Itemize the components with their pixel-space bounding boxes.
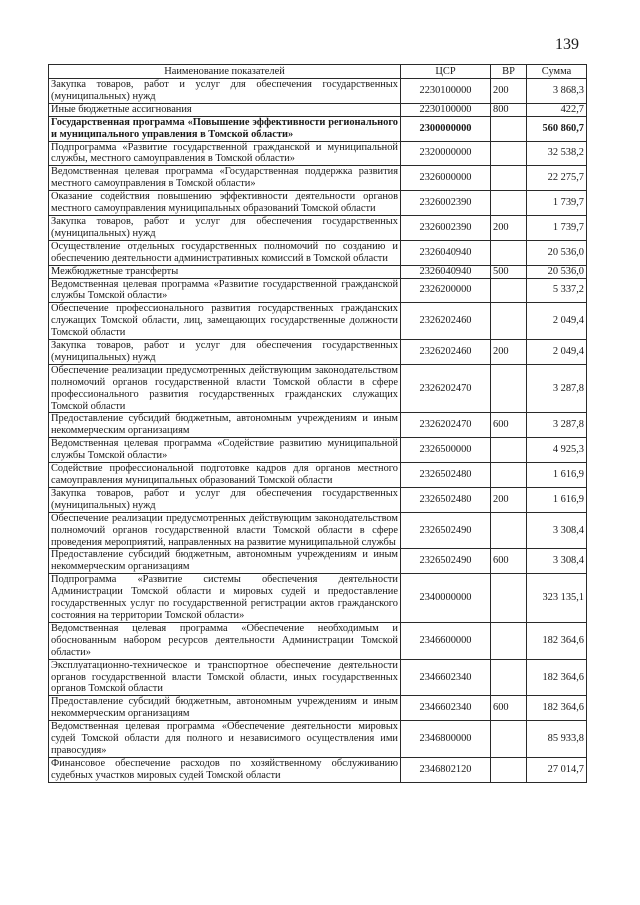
cell-name: Иные бюджетные ассигнования [49, 103, 401, 116]
column-header-vr: ВР [491, 65, 527, 79]
cell-name: Ведомственная целевая программа «Обеспечение деятельности мировых судей Томской области для полного и независимого осуществления ими правосудия» [49, 721, 401, 758]
cell-code: 2326500000 [401, 438, 491, 463]
cell-vr: 200 [491, 340, 527, 365]
cell-name: Ведомственная целевая программа «Содействие развитию муниципальной службы Томской области» [49, 438, 401, 463]
cell-name: Оказание содействия повышению эффективности деятельности органов местного самоуправления муниципальных образований Томской области [49, 191, 401, 216]
cell-code: 2230100000 [401, 103, 491, 116]
table-row [49, 622, 587, 659]
column-header-code: ЦСР [401, 65, 491, 79]
cell-name: Ведомственная целевая программа «Развитие государственной гражданской службы Томской области» [49, 278, 401, 303]
table-row [49, 512, 587, 549]
table-row [49, 487, 587, 512]
table-body [49, 79, 587, 783]
cell-sum: 85 933,8 [527, 721, 587, 758]
table-row [49, 413, 587, 438]
column-header-name: Наименование показателей [49, 65, 401, 79]
cell-name: Ведомственная целевая программа «Обеспечение необходимым и обоснованным набором ресурсов деятельности Администрации Томской области» [49, 622, 401, 659]
cell-name: Эксплуатационно-техническое и транспортное обеспечение деятельности органов государственной власти Томской области, иных государственных органов Томской области [49, 659, 401, 696]
table-row [49, 549, 587, 574]
table-row [49, 141, 587, 166]
cell-name: Закупка товаров, работ и услуг для обеспечения государственных (муниципальных) нужд [49, 79, 401, 104]
table-row [49, 574, 587, 623]
cell-vr: 600 [491, 413, 527, 438]
cell-name: Содействие профессиональной подготовке кадров для органов местного самоуправления муниципальных образований Томской области [49, 463, 401, 488]
cell-sum: 182 364,6 [527, 696, 587, 721]
table-row [49, 340, 587, 365]
page-number: 139 [555, 36, 579, 53]
cell-sum: 3 308,4 [527, 549, 587, 574]
cell-code: 2326202460 [401, 303, 491, 340]
cell-sum: 3 308,4 [527, 512, 587, 549]
cell-code: 2326200000 [401, 278, 491, 303]
cell-vr [491, 240, 527, 265]
cell-sum: 20 536,0 [527, 240, 587, 265]
cell-sum: 560 860,7 [527, 116, 587, 141]
cell-name: Обеспечение профессионального развития государственных гражданских служащих Томской области, лиц, замещающих государственные должности Томской области [49, 303, 401, 340]
cell-vr [491, 757, 527, 782]
cell-vr [491, 622, 527, 659]
cell-vr [491, 463, 527, 488]
cell-code: 2326002390 [401, 215, 491, 240]
cell-code: 2326502490 [401, 549, 491, 574]
cell-code: 2326040940 [401, 265, 491, 278]
table-row [49, 303, 587, 340]
cell-vr [491, 191, 527, 216]
cell-sum: 2 049,4 [527, 303, 587, 340]
cell-code: 2340000000 [401, 574, 491, 623]
cell-code: 2346802120 [401, 757, 491, 782]
table-row [49, 166, 587, 191]
cell-code: 2346800000 [401, 721, 491, 758]
cell-sum: 182 364,6 [527, 659, 587, 696]
cell-code: 2346600000 [401, 622, 491, 659]
cell-name: Предоставление субсидий бюджетным, автономным учреждениям и иным некоммерческим организациям [49, 549, 401, 574]
cell-vr [491, 512, 527, 549]
table-row [49, 191, 587, 216]
cell-code: 2326040940 [401, 240, 491, 265]
cell-sum: 3 287,8 [527, 364, 587, 413]
cell-code: 2346602340 [401, 659, 491, 696]
table-row [49, 240, 587, 265]
cell-sum: 3 287,8 [527, 413, 587, 438]
table-row [49, 463, 587, 488]
cell-code: 2230100000 [401, 79, 491, 104]
cell-code: 2326502490 [401, 512, 491, 549]
table-row [49, 278, 587, 303]
cell-sum: 5 337,2 [527, 278, 587, 303]
cell-name: Предоставление субсидий бюджетным, автономным учреждениям и иным некоммерческим организациям [49, 696, 401, 721]
cell-vr [491, 278, 527, 303]
cell-vr [491, 438, 527, 463]
cell-sum: 22 275,7 [527, 166, 587, 191]
table-row [49, 757, 587, 782]
cell-sum: 4 925,3 [527, 438, 587, 463]
cell-vr [491, 166, 527, 191]
cell-name: Подпрограмма «Развитие государственной гражданской и муниципальной службы, местного самоуправления в Томской области» [49, 141, 401, 166]
cell-code: 2326502480 [401, 463, 491, 488]
cell-sum: 3 868,3 [527, 79, 587, 104]
cell-sum: 32 538,2 [527, 141, 587, 166]
cell-name: Закупка товаров, работ и услуг для обеспечения государственных (муниципальных) нужд [49, 215, 401, 240]
cell-sum: 323 135,1 [527, 574, 587, 623]
cell-sum: 1 616,9 [527, 487, 587, 512]
cell-vr [491, 721, 527, 758]
table-row [49, 696, 587, 721]
cell-vr: 600 [491, 549, 527, 574]
cell-vr [491, 574, 527, 623]
cell-code: 2300000000 [401, 116, 491, 141]
cell-sum: 1 616,9 [527, 463, 587, 488]
cell-code: 2326202460 [401, 340, 491, 365]
table-row [49, 438, 587, 463]
cell-name: Подпрограмма «Развитие системы обеспечения деятельности Администрации Томской области и мировых судей и предоставление государственных услуг по государственной регистрации актов гражданского состояния на территории Томской области» [49, 574, 401, 623]
cell-name: Межбюджетные трансферты [49, 265, 401, 278]
table-header-row [49, 65, 587, 79]
cell-code: 2326000000 [401, 166, 491, 191]
cell-name: Предоставление субсидий бюджетным, автономным учреждениям и иным некоммерческим организациям [49, 413, 401, 438]
cell-name: Закупка товаров, работ и услуг для обеспечения государственных (муниципальных) нужд [49, 487, 401, 512]
cell-sum: 1 739,7 [527, 215, 587, 240]
cell-code: 2346602340 [401, 696, 491, 721]
cell-code: 2326202470 [401, 364, 491, 413]
cell-sum: 20 536,0 [527, 265, 587, 278]
cell-name: Осуществление отдельных государственных полномочий по созданию и обеспечению деятельности административных комиссий в Томской области [49, 240, 401, 265]
table-row [49, 364, 587, 413]
cell-name: Обеспечение реализации предусмотренных действующим законодательством полномочий органов государственной власти Томской области в сфере профессионального развития государственных гражданских служащих Томской области [49, 364, 401, 413]
table-row [49, 79, 587, 104]
cell-vr [491, 303, 527, 340]
cell-sum: 27 014,7 [527, 757, 587, 782]
cell-sum: 182 364,6 [527, 622, 587, 659]
cell-vr: 500 [491, 265, 527, 278]
table-row [49, 265, 587, 278]
table-row [49, 103, 587, 116]
cell-code: 2326202470 [401, 413, 491, 438]
table-row [49, 659, 587, 696]
cell-name: Государственная программа «Повышение эффективности регионального и муниципального управления в Томской области» [49, 116, 401, 141]
cell-code: 2320000000 [401, 141, 491, 166]
table-row [49, 721, 587, 758]
column-header-sum: Сумма [527, 65, 587, 79]
cell-vr: 600 [491, 696, 527, 721]
cell-code: 2326002390 [401, 191, 491, 216]
cell-sum: 1 739,7 [527, 191, 587, 216]
cell-vr: 200 [491, 487, 527, 512]
cell-name: Закупка товаров, работ и услуг для обеспечения государственных (муниципальных) нужд [49, 340, 401, 365]
cell-vr [491, 364, 527, 413]
table-row [49, 116, 587, 141]
cell-sum: 422,7 [527, 103, 587, 116]
cell-name: Обеспечение реализации предусмотренных действующим законодательством полномочий органов государственной власти Томской области в сфере проведения мероприятий, направленных на развитие муниципальной службы [49, 512, 401, 549]
budget-table [48, 64, 587, 783]
cell-sum: 2 049,4 [527, 340, 587, 365]
cell-vr: 800 [491, 103, 527, 116]
cell-vr: 200 [491, 79, 527, 104]
cell-vr [491, 116, 527, 141]
cell-vr [491, 141, 527, 166]
cell-vr: 200 [491, 215, 527, 240]
table-row [49, 215, 587, 240]
cell-code: 2326502480 [401, 487, 491, 512]
cell-name: Ведомственная целевая программа «Государственная поддержка развития местного самоуправления в Томской области» [49, 166, 401, 191]
cell-name: Финансовое обеспечение расходов по хозяйственному обслуживанию судебных участков мировых судей Томской области [49, 757, 401, 782]
cell-vr [491, 659, 527, 696]
